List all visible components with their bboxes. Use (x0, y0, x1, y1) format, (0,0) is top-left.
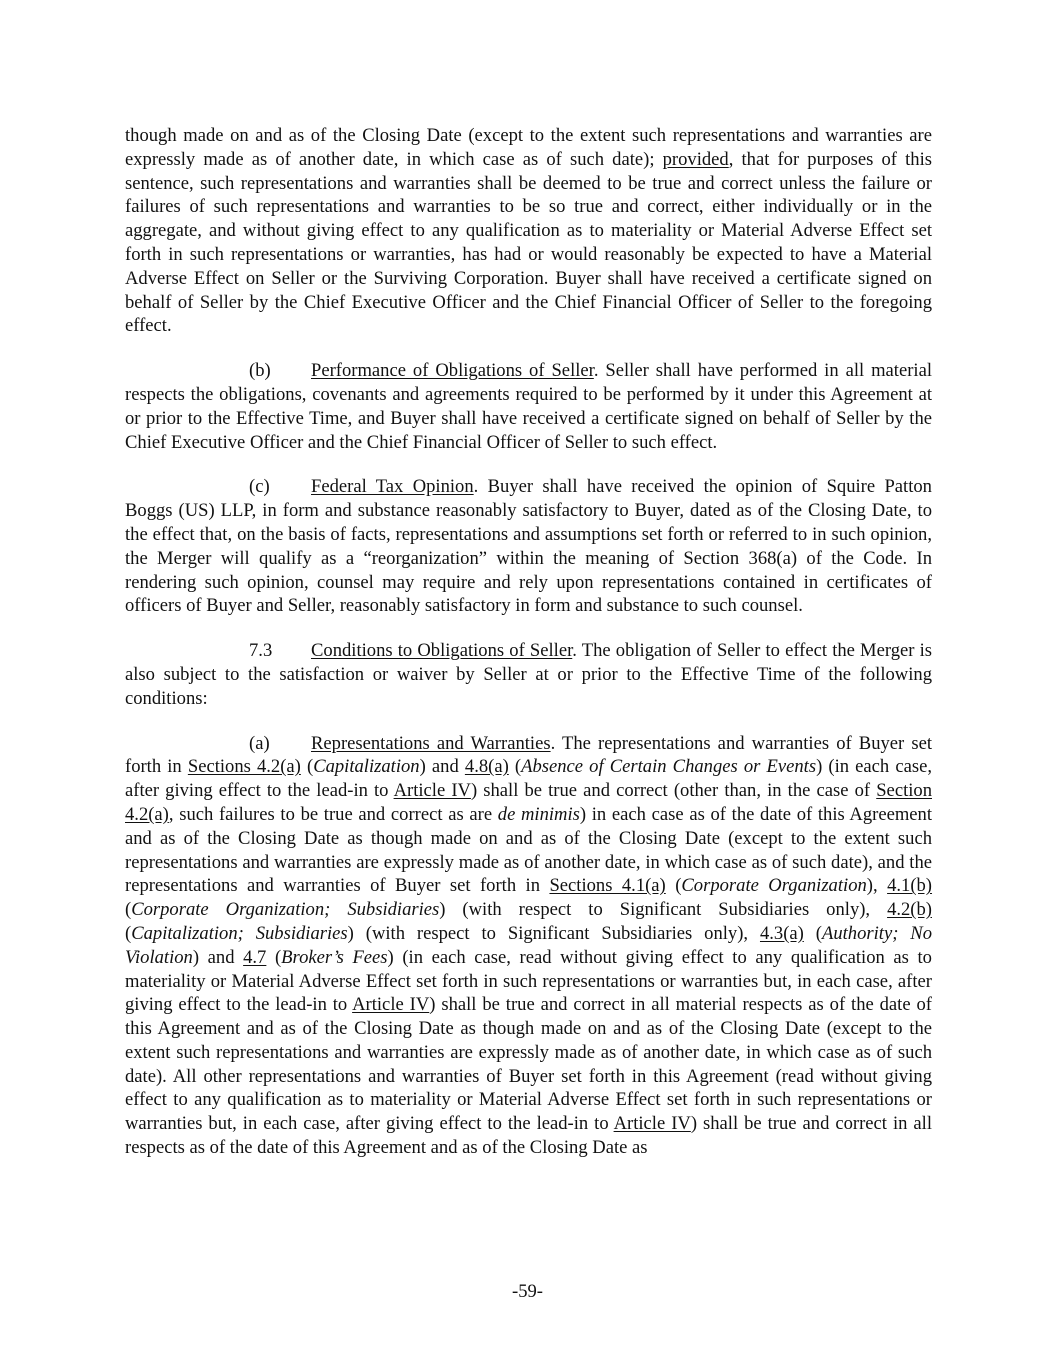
section-reference: 4.7 (243, 946, 267, 968)
section-reference: 4.2(b) (887, 899, 932, 921)
text-run: ) (in each case, read without giving effect to any qualification as to materiality or Material Adverse Effect set forth in such representations or warranties but, in each case, after giving effect to the lead-in to (125, 946, 932, 1016)
section-number: 7.3 (249, 640, 273, 662)
text-run: . The representations and warranties of Buyer set forth in (125, 732, 932, 778)
text-run: ) shall be true and correct in all respects as of the date of this Agreement and as of the Closing Date as (125, 1113, 932, 1159)
text-run: ) and (419, 756, 465, 778)
text-run: . The obligation of Seller to effect the Merger is also subject to the satisfaction or waiver by Seller at or prior to the Effective Time of the following conditions: (125, 640, 932, 709)
provided-term: provided (662, 148, 729, 170)
italic-caption: Absence of Certain Changes or Events (521, 756, 817, 778)
clause-number: (a) (249, 732, 270, 754)
page-number: -59- (512, 1281, 543, 1302)
text-run: ) (with respect to Significant Subsidiaries only), (347, 922, 760, 944)
section-reference: Sections 4.1(a) (549, 875, 666, 897)
clause-heading: Performance of Obligations of Seller (311, 360, 594, 382)
paragraph-continuation (125, 124, 932, 338)
paragraph-7-3-a (125, 732, 932, 1160)
text-run: ( (125, 899, 132, 921)
text-run: . Seller shall have performed in all material respects the obligations, covenants and agreements required to be performed by it under this Agreement at or prior to the Effective Time, and Buyer shall have received a certificate signed on behalf of Seller by the Chief Executive Officer and the Chief Financial Officer of Seller to such effect. (125, 360, 933, 453)
section-reference: Article IV (352, 994, 430, 1016)
italic-caption: Corporate Organization (681, 875, 867, 897)
clause-heading: Representations and Warranties (311, 732, 551, 754)
paragraph-7-2-c (125, 475, 932, 618)
body-text (125, 124, 932, 1181)
text-run: ) in each case as of the date of this Agreement and as of the Closing Date as though made on and as of the Closing Date (except to the extent such representations and warranties are expressly made as of another date, in which case as of such date), and the representations and warranties of Buyer set forth in (125, 803, 933, 897)
clause-number: (c) (249, 476, 270, 498)
italic-caption: Broker’s Fees (281, 946, 388, 968)
text-run: ( (300, 756, 314, 778)
section-reference: 4.1(b) (887, 875, 933, 897)
italic-caption: Authority; No Violation (125, 922, 933, 968)
text-run: , that for purposes of this sentence, such representations and warranties shall be deemed to be true and correct unless the failure or failures of such representations and warranties to be so true and correct, either individually or in the aggregate, and without giving effect to any qualification as to materiality or Material Adverse Effect set forth in such representations or warranties, has had or would reasonably be expected to have a Material Adverse Effect on Seller or the Surviving Corporation. Buyer shall have received a certificate signed on behalf of Seller by the Chief Executive Officer and the Chief Financial Officer of Seller to the foregoing effect. (125, 148, 932, 337)
text-run: though made on and as of the Closing Date (except to the extent such representations and warranties are expressly made as of another date, in which case as of such date); (125, 125, 932, 170)
section-reference: Sections 4.2(a) (187, 756, 301, 778)
section-reference: Section 4.2(a) (125, 780, 932, 825)
section-heading: Conditions to Obligations of Seller (311, 640, 573, 662)
text-run: ( (803, 922, 822, 944)
text-run: ) and (192, 946, 244, 968)
text-run: ), (866, 875, 888, 897)
section-reference: Article IV (613, 1113, 691, 1135)
text-run: ( (665, 875, 682, 897)
italic-term: de minimis (497, 803, 580, 825)
italic-caption: Capitalization; Subsidiaries (131, 922, 348, 944)
clause-heading: Federal Tax Opinion (311, 476, 474, 498)
text-run: ( (266, 946, 282, 968)
text-run: . Buyer shall have received the opinion of Squire Patton Boggs (US) LLP, in form and substance reasonably satisfactory to Buyer, dated as of the Closing Date, to the effect that, on the basis of facts, representations and assumptions set forth or referred to in such opinion, the Merger will qualify as a “reorganization” within the meaning of Section 368(a) of the Code. In rendering such opinion, counsel may require and rely upon representations contained in certificates of officers of Buyer and Seller, reasonably satisfactory in form and substance to such counsel. (125, 476, 932, 617)
italic-caption: Capitalization (313, 756, 420, 778)
text-run: ) shall be true and correct in all material respects as of the date of this Agreement and as of the Closing Date as though made on and as of the Closing Date (except to the extent such representations and warranties are expressly made as of another date, in which case as of such date). All other representations and warranties of Buyer set forth in this Agreement (read without giving effect to any qualification as to materiality or Material Adverse Effect set forth in such representations or warranties but, in each case, after giving effect to the lead-in to (125, 994, 932, 1135)
paragraph-7-2-b (125, 359, 932, 454)
italic-caption: Corporate Organization; Subsidiaries (131, 899, 440, 921)
clause-number: (b) (249, 360, 271, 382)
text-run: ( (125, 922, 132, 944)
section-reference: Article IV (393, 780, 471, 802)
section-7-3 (125, 639, 932, 710)
section-reference: 4.3(a) (759, 922, 804, 944)
text-run: ( (508, 756, 522, 778)
text-run: ) (with respect to Significant Subsidiaries only), (439, 899, 888, 921)
text-run: , such failures to be true and correct as are (168, 803, 498, 825)
text-run: ) shall be true and correct (other than, in the case of (470, 780, 877, 802)
text-run: ) (in each case, after giving effect to the lead-in to (125, 756, 932, 802)
section-reference: 4.8(a) (464, 756, 509, 778)
